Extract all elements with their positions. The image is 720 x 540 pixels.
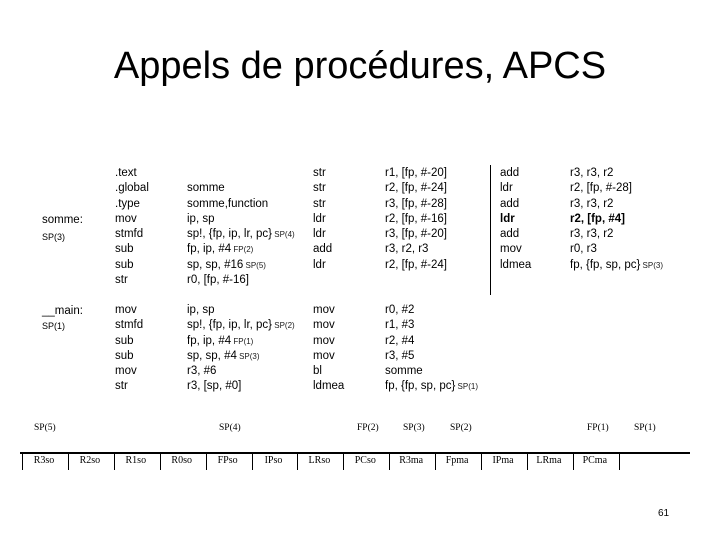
main2-arg-text: fp, {fp, sp, pc} — [385, 380, 456, 393]
somme3-arg-text: fp, {fp, sp, pc} — [570, 258, 641, 271]
somme2-op-text: str — [313, 197, 326, 210]
main-op-text: mov — [115, 304, 137, 316]
main-arg-line — [187, 349, 295, 364]
somme3-arg-line — [570, 181, 663, 196]
sp-marker: SP(4) — [272, 230, 295, 240]
main-op-line — [115, 334, 143, 349]
main2-op-line — [313, 379, 344, 394]
stack-divider — [22, 452, 23, 470]
main2-arg-text: r0, #2 — [385, 304, 415, 316]
somme3-op-line — [500, 258, 531, 273]
somme-op-line — [115, 197, 149, 212]
sp-marker: SP(1) — [455, 382, 478, 392]
stack-cell: FPso — [217, 455, 238, 466]
somme-op-text: sub — [115, 243, 134, 256]
stack-label-sp3: SP(3) — [403, 423, 425, 433]
main-op-line — [115, 379, 143, 394]
somme-arg-line — [187, 227, 295, 242]
somme3-op-text: ldmea — [500, 258, 532, 271]
somme-arg-text: somme,function — [187, 197, 269, 210]
stack-divider — [343, 452, 344, 470]
main2-op-line — [313, 334, 344, 349]
somme-arg-line — [187, 166, 295, 181]
somme2-arg-line — [385, 166, 447, 181]
main2-op-line — [313, 318, 344, 333]
somme3-op-line — [500, 166, 531, 181]
main2-arg-line — [385, 379, 478, 394]
somme3-op-text: ldr — [500, 182, 513, 195]
main-sp-marker: SP(1) — [42, 321, 66, 331]
stack-cell: R3ma — [399, 455, 424, 466]
somme-op-text: .text — [115, 167, 137, 179]
stack-cell: PCma — [582, 455, 608, 466]
somme-arg-text: somme — [187, 182, 225, 195]
somme2-op-line — [313, 227, 332, 242]
sp-marker: SP(3) — [236, 351, 260, 361]
main-arg-line — [187, 364, 295, 379]
somme2-arg-text: r3, r2, r3 — [385, 243, 429, 256]
main-op-text: sub — [115, 334, 134, 347]
main2-arg-line — [385, 318, 478, 333]
main-arg-text: sp, sp, #4 — [187, 349, 237, 362]
somme-op-text: sub — [115, 258, 134, 271]
somme-arg-line — [187, 242, 295, 257]
stack-divider — [435, 452, 436, 470]
main2-arg-line — [385, 334, 478, 349]
somme3-op-line — [500, 212, 531, 227]
somme3-arg-text: r3, r3, r2 — [570, 167, 614, 179]
somme3-op-line — [500, 197, 531, 212]
somme-op-line — [115, 227, 149, 242]
main2-arg-text: r1, #3 — [385, 319, 415, 332]
main2-arg-text: r3, #5 — [385, 349, 415, 362]
stack-divider — [619, 452, 620, 470]
somme2-op-line — [313, 197, 332, 212]
main-arg-line — [187, 334, 295, 349]
stack-cell: R0so — [171, 455, 192, 466]
somme-arg-text: r0, [fp, #-16] — [187, 274, 250, 287]
stack-divider — [160, 452, 161, 470]
somme2-arg-text: r1, [fp, #-20] — [385, 167, 448, 179]
main-op-line — [115, 364, 143, 379]
main-arg-line — [187, 303, 295, 318]
somme-operands-2 — [385, 166, 447, 273]
main-op-line — [115, 349, 143, 364]
stack-label-sp4: SP(4) — [219, 423, 241, 433]
somme2-arg-line — [385, 212, 447, 227]
stack-cell: R2so — [79, 455, 101, 466]
somme3-arg-text: r2, [fp, #-28] — [570, 182, 633, 195]
stack-divider — [297, 452, 298, 470]
somme3-arg-line — [570, 197, 663, 212]
somme-arg-text: fp, ip, #4 — [187, 243, 232, 256]
somme3-arg-line — [570, 212, 663, 227]
somme3-op-line — [500, 242, 531, 257]
main2-arg-text: somme — [385, 365, 423, 378]
sp-marker: SP(2) — [272, 321, 295, 331]
somme-arg-line — [187, 181, 295, 196]
main-arg-text: sp!, {fp, ip, lr, pc} — [187, 319, 273, 332]
main-label: __main: — [42, 305, 83, 317]
main-op-text: stmfd — [115, 319, 144, 332]
somme2-arg-text: r2, [fp, #-24] — [385, 182, 448, 195]
somme-op-text: mov — [115, 212, 137, 225]
main-op-text: str — [115, 380, 128, 393]
column-divider — [490, 165, 491, 295]
stack-label-fp2: FP(2) — [357, 423, 379, 433]
somme2-arg-text: r2, [fp, #-24] — [385, 258, 448, 271]
somme-operands-3 — [570, 166, 663, 273]
slide-title: Appels de procédures, APCS — [113, 45, 607, 87]
somme3-op-text: add — [500, 167, 520, 179]
stack-cell: LRma — [536, 455, 562, 466]
somme-sp-marker: SP(3) — [42, 232, 66, 242]
stack-divider — [389, 452, 390, 470]
main-op-text: sub — [115, 349, 134, 362]
somme2-arg-line — [385, 227, 447, 242]
page-number: 61 — [658, 508, 670, 519]
somme-op-line — [115, 166, 149, 181]
somme3-arg-line — [570, 242, 663, 257]
somme-arg-line — [187, 258, 295, 273]
somme-op-text: stmfd — [115, 228, 144, 241]
stack-cell: PCso — [354, 455, 376, 466]
main-arg-line — [187, 379, 295, 394]
somme-arg-text: ip, sp — [187, 212, 215, 225]
stack-label-fp1: FP(1) — [587, 423, 609, 433]
somme2-op-text: ldr — [313, 212, 326, 225]
somme2-arg-text: r2, [fp, #-16] — [385, 212, 448, 225]
somme3-op-text: add — [500, 197, 520, 210]
somme-arg-line — [187, 273, 295, 288]
sp-marker: SP(3) — [640, 260, 663, 270]
main2-op-line — [313, 303, 344, 318]
somme-opcodes-3 — [500, 166, 531, 273]
main2-op-text: mov — [313, 349, 335, 362]
stack-label-sp1: SP(1) — [634, 423, 656, 433]
main2-op-line — [313, 364, 344, 379]
main2-op-text: bl — [313, 365, 322, 378]
stack-cell: LRso — [308, 455, 331, 466]
somme2-op-line — [313, 181, 332, 196]
stack-label-sp2: SP(2) — [450, 423, 472, 433]
main2-arg-text: r2, #4 — [385, 334, 415, 347]
stack-divider — [481, 452, 482, 470]
stack-divider — [527, 452, 528, 470]
somme-arg-text: sp!, {fp, ip, lr, pc} — [187, 228, 273, 241]
somme3-op-text: ldr — [500, 212, 515, 225]
stack-divider — [206, 452, 207, 470]
somme-arg-text: sp, sp, #16 — [187, 258, 244, 271]
somme2-op-text: add — [313, 243, 333, 256]
somme3-arg-text: r3, r3, r2 — [570, 197, 614, 210]
main2-arg-line — [385, 303, 478, 318]
main-op-line — [115, 303, 143, 318]
main2-arg-line — [385, 364, 478, 379]
stack-divider — [114, 452, 115, 470]
stack-cell: Fpma — [445, 455, 469, 466]
somme3-op-line — [500, 227, 531, 242]
main-operands-2 — [385, 303, 478, 395]
main-arg-line — [187, 318, 295, 333]
main2-op-text: mov — [313, 334, 335, 347]
somme2-op-line — [313, 242, 332, 257]
main-arg-text: fp, ip, #4 — [187, 334, 232, 347]
stack-divider — [573, 452, 574, 470]
somme3-op-text: mov — [500, 243, 522, 256]
main-opcodes-2 — [313, 303, 344, 395]
main-arg-text: r3, #6 — [187, 365, 217, 378]
stack-cell: IPma — [492, 455, 514, 466]
somme2-op-line — [313, 166, 332, 181]
somme2-arg-line — [385, 197, 447, 212]
somme2-arg-line — [385, 242, 447, 257]
somme2-op-line — [313, 212, 332, 227]
somme2-arg-text: r3, [fp, #-28] — [385, 197, 448, 210]
somme2-arg-text: r3, [fp, #-20] — [385, 228, 448, 241]
somme-op-text: .type — [115, 197, 140, 210]
somme2-op-text: str — [313, 167, 326, 179]
somme2-op-text: ldr — [313, 228, 326, 241]
somme3-arg-line — [570, 258, 663, 273]
main2-op-text: mov — [313, 319, 335, 332]
main-arg-text: r3, [sp, #0] — [187, 380, 242, 393]
somme2-op-text: str — [313, 182, 326, 195]
somme-op-text: .global — [115, 182, 149, 195]
somme3-op-line — [500, 181, 531, 196]
somme-op-line — [115, 212, 149, 227]
somme-opcodes — [115, 166, 149, 288]
main-arg-text: ip, sp — [187, 304, 215, 316]
sp-marker: FP(1) — [231, 336, 254, 346]
main2-arg-line — [385, 349, 478, 364]
somme2-op-text: ldr — [313, 258, 326, 271]
somme-op-line — [115, 258, 149, 273]
sp-marker: SP(5) — [243, 260, 266, 270]
somme3-op-text: add — [500, 228, 520, 241]
stack-divider — [68, 452, 69, 470]
somme-arg-line — [187, 212, 295, 227]
somme-arg-line — [187, 197, 295, 212]
sp-marker: FP(2) — [231, 245, 254, 255]
somme3-arg-text: r0, r3 — [570, 243, 597, 256]
main-op-line — [115, 318, 143, 333]
main2-op-line — [313, 349, 344, 364]
somme-operands — [187, 166, 295, 288]
stack-label-sp5: SP(5) — [34, 423, 56, 433]
main-opcodes — [115, 303, 143, 395]
somme3-arg-line — [570, 166, 663, 181]
somme-op-text: str — [115, 274, 128, 287]
somme3-arg-text: r3, r3, r2 — [570, 228, 614, 241]
stack-divider — [252, 452, 253, 470]
somme-opcodes-2 — [313, 166, 332, 273]
main2-op-text: ldmea — [313, 380, 345, 393]
somme-op-line — [115, 181, 149, 196]
somme-label: somme: — [42, 214, 83, 226]
somme3-arg-line — [570, 227, 663, 242]
somme2-arg-line — [385, 258, 447, 273]
somme-op-line — [115, 273, 149, 288]
stack-cell: R1so — [125, 455, 147, 466]
main-op-text: mov — [115, 365, 137, 378]
main-operands — [187, 303, 295, 395]
stack-cell: R3so — [33, 455, 55, 466]
stack-cell: IPso — [264, 455, 283, 466]
main2-op-text: mov — [313, 304, 335, 316]
somme2-arg-line — [385, 181, 447, 196]
somme3-arg-text: r2, [fp, #4] — [570, 212, 625, 225]
somme2-op-line — [313, 258, 332, 273]
somme-op-line — [115, 242, 149, 257]
